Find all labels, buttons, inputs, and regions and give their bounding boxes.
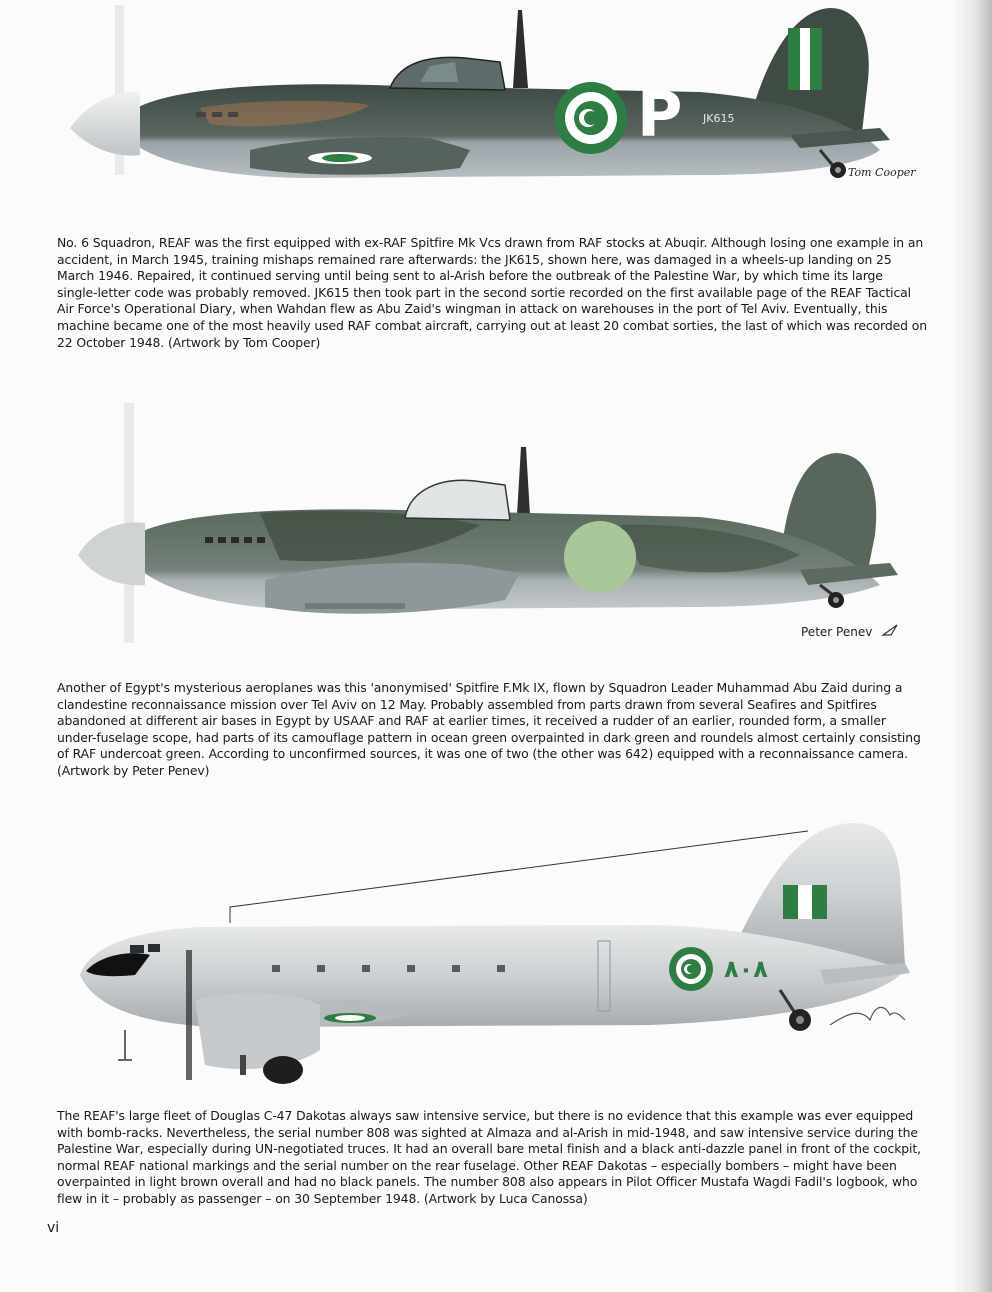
bleed-through-text <box>926 230 992 350</box>
spitfire-f-mk-ix-artwork <box>0 395 992 655</box>
aircraft-serial: ٨٠٨ <box>724 955 768 983</box>
c47-dakota-artwork <box>0 815 992 1085</box>
fin-flash <box>788 28 800 90</box>
spitfire-mk-vc-artwork <box>0 0 992 215</box>
profile-caption: The REAF's large fleet of Douglas C-47 Dakotas always saw intensive service, but there is no evidence that this example was ever equipped with bomb-racks. Nevertheless, the serial number 808 was sighted at Almaza and al-Arish in mid-1948, and saw intensive service during the Palestine War, especially during UN-negotiated truces. It had an overall bare metal finish and a black anti-dazzle panel in front of the cockpit, normal REAF national markings and the serial number on the rear fuselage. Other REAF Dakotas – especially bombers – might have been overpainted in light brown overall and had no black panels. The number 808 also appears in Pilot Officer Mustafa Wagdi Fadil's logbook, who flew in it – probably as passenger – on 30 September 1948. (Artwork by Luca Canossa) <box>57 1108 921 1206</box>
profile-caption: Another of Egypt's mysterious aeroplanes was this 'anonymised' Spitfire F.Mk IX, flown by Squadron Leader Muhammad Abu Zaid during a clandestine reconnaissance mission over Tel Aviv on 12 May. Probably assembled from parts drawn from several Seafires and Spitfires abandoned at different air bases in Egypt by USAAF and RAF at earlier times, it received a rudder of an earlier, rounded form, a smaller under-fuselage scope, had parts of its camouflage pattern in ocean green overpainted in dark green and roundels almost certainly consisting of RAF undercoat green. According to unconfirmed sources, it was one of two (the other was 642) equipped with a reconnaissance camera. (Artwork by Peter Penev) <box>57 680 921 778</box>
profile-caption: No. 6 Squadron, REAF was the first equipped with ex-RAF Spitfire Mk Vcs drawn from RAF stocks at Abuqir. Although losing one example in an accident, in March 1945, training mishaps remained rare afterwards: the JK615, shown here, was damaged in a wheels-up landing on 25 March 1946. Repaired, it continued serving until being sent to al-Arish before the outbreak of the Palestine War, by which time its large single-letter code was probably removed. JK615 then took part in the second sortie recorded on the first available page of the REAF Tactical Air Force's Operational Diary, when Wahdan flew as Abu Zaid's wingman in attack on warehouses in the port of Tel Aviv. Eventually, this machine became one of the most heavily used RAF combat aircraft, carrying out at least 20 combat sorties, the last of which was recorded on 22 October 1948. (Artwork by Tom Cooper) <box>57 235 927 350</box>
artist-signature: Tom Cooper <box>848 166 916 179</box>
spitfire-f-mk-ix-profile <box>0 395 992 655</box>
artist-signature: Peter Penev <box>801 625 873 639</box>
squadron-code-letter: P <box>637 78 683 151</box>
aircraft-serial: JK615 <box>703 112 735 125</box>
c47-dakota-profile <box>0 815 992 1085</box>
pen-nib-icon <box>881 623 899 637</box>
page-number: vi <box>47 1220 60 1236</box>
spitfire-mk-vc-profile <box>0 0 992 215</box>
